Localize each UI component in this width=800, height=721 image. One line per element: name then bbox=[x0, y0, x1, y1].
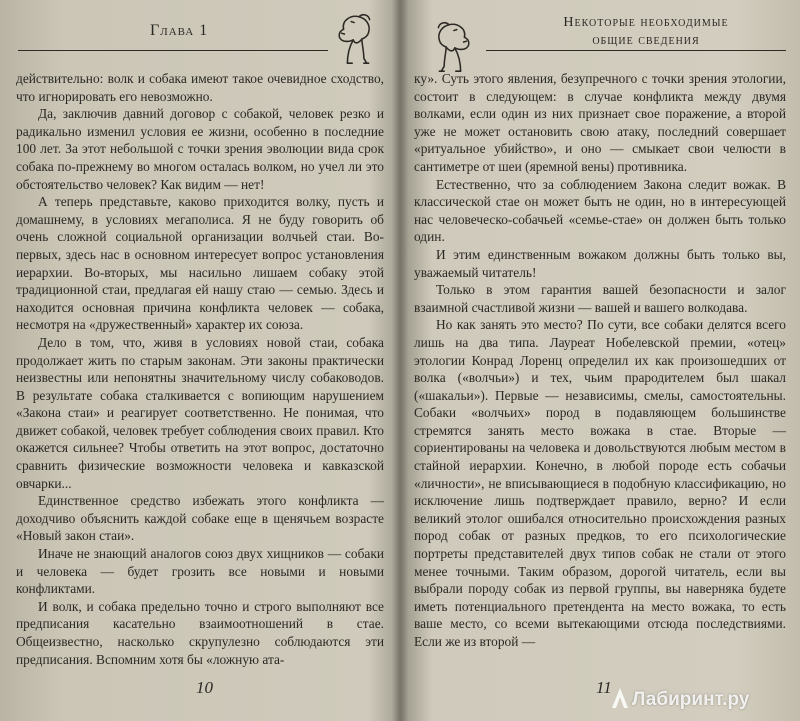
running-title-line: общие сведения bbox=[592, 33, 700, 48]
running-title: Глава 1 bbox=[150, 22, 209, 39]
paragraph: Да, заключив давний договор с собакой, человек резко и радикально изменил условия ее жизни, особенно в последние 100 лет. За этот небольшой с точки зрения эволюции вида срок собака по-прежнему во многом осталась волком, но учел ли это обстоятельство человек? Как видим — нет! bbox=[16, 106, 384, 192]
dog-logo-icon bbox=[330, 10, 388, 68]
running-title bbox=[536, 14, 756, 50]
header-rule bbox=[486, 50, 786, 51]
header-rule bbox=[18, 50, 328, 51]
paragraph: Единственное средство избежать этого конфликта — доходчиво объяснить каждой собаке еще в щенячьем возрасте «Новый закон стаи». bbox=[16, 493, 384, 544]
running-title-line: Некоторые необходимые bbox=[563, 15, 729, 30]
paragraph: Но как занять это место? По сути, все собаки делятся всего лишь на два типа. Лауреат Нобелевской премии, «отец» этологии Конрад Лоренц определил их как произошедших от волка («волчьи») и тех, чьим прародителем был шакал («шакальи»). Первые — независимы, смелы, самостоятельны. Собаки «волчьих» пород в подавляющем большинстве стремятся занять место вожака в стае. Вторые — сориентированы на человека и довольствуются любым местом в стайной иерархии. Конечно, в любой породе есть собачьи «личности», не вписывающиеся в подобную классификацию, но исключение лишь подтверждает правило, верно? И если великий этолог ошибался относительно происхождения разных пород собак от разных предков, то его психологические портреты представителей двух типов собак не стали от этого менее точными. Таким образом, дорогой читатель, если вы выбрали породу собак из первой группы, вы наверняка будете иметь потенциального претендента на место вожака, то есть ваше место, со всеми вытекающими отсюда последствиями. Если же из второй — bbox=[414, 317, 786, 649]
paragraph: И волк, и собака предельно точно и строго выполняют все предписания касательно взаимоотношений в стае. Общеизвестно, насколько скрупулезно соблюдаются эти предписания. Вспомним хотя бы «ложную ата- bbox=[16, 598, 384, 667]
left-page bbox=[0, 0, 398, 721]
paragraph: И этим единственным вожаком должны быть только вы, уважаемый читатель! bbox=[414, 246, 786, 280]
labirint-logo-icon bbox=[612, 688, 628, 708]
paragraph: Дело в том, что, живя в условиях новой стаи, собака продолжает жить по старым законам. Эти законы практически неизвестны или непонятны значительному числу собаководов. В результате собака сталкивается с вопиющим нарушением «Закона стаи» и реагирует соответственно. Не понимая, что движет собакой, человек требует соблюдения своих правил. Кто окажется сильнее? Чтобы ответить на этот вопрос, достаточно сравнить физические возможности человека и кавказской овчарки... bbox=[16, 334, 384, 491]
right-page bbox=[402, 0, 800, 721]
right-page-text bbox=[414, 70, 786, 651]
left-page-header bbox=[18, 8, 383, 70]
paragraph: действительно: волк и собака имеют такое очевидное сходство, что игнорировать его невозможно. bbox=[16, 71, 384, 104]
paragraph: Только в этом гарантия вашей безопасности и залог взаимной счастливой жизни — вашей и вашего волкодава. bbox=[414, 282, 786, 315]
watermark bbox=[612, 688, 749, 711]
paragraph: Естественно, что за соблюдением Закона следит вожак. В классической стае он может быть не один, но в интересующей нас человеческо-собачьей «семье-стае» он должен быть только один. bbox=[414, 176, 786, 245]
paragraph: Иначе не знающий аналогов союз двух хищников — собаки и человека — будет грозить все новыми и новыми конфликтами. bbox=[16, 546, 384, 597]
paragraph: А теперь представьте, каково приходится волку, пусть и домашнему, в условиях мегаполиса. Я не буду говорить об очень сложной социальной организации волчьей стаи. Во-первых, здесь нас в основном интересует вопрос установления иерархии. Во-вторых, мы насильно лишаем собаку этой традиционной стаи, предлагая ей нашу стаю — семью. Здесь и находится основная причина конфликта человек — собака, несмотря на «дружественный» характер их союза. bbox=[16, 194, 384, 333]
paragraph: ку». Суть этого явления, безупречного с точки зрения этологии, состоит в следующем: в случае конфликта между двумя волками, если один из них признает свое поражение, а второй уже не может остановить свою атаку, последний совершает «ритуальное убийство», и оно — смыкает свои челюсти в сантиметре от шеи (яремной вены) противника. bbox=[414, 71, 786, 174]
page-number: 11 bbox=[596, 678, 612, 697]
dog-logo-icon bbox=[420, 18, 478, 76]
left-page-text bbox=[16, 70, 384, 668]
page-number: 10 bbox=[196, 678, 213, 697]
right-page-header bbox=[416, 8, 792, 70]
watermark-text: Лабиринт.ру bbox=[632, 689, 750, 710]
